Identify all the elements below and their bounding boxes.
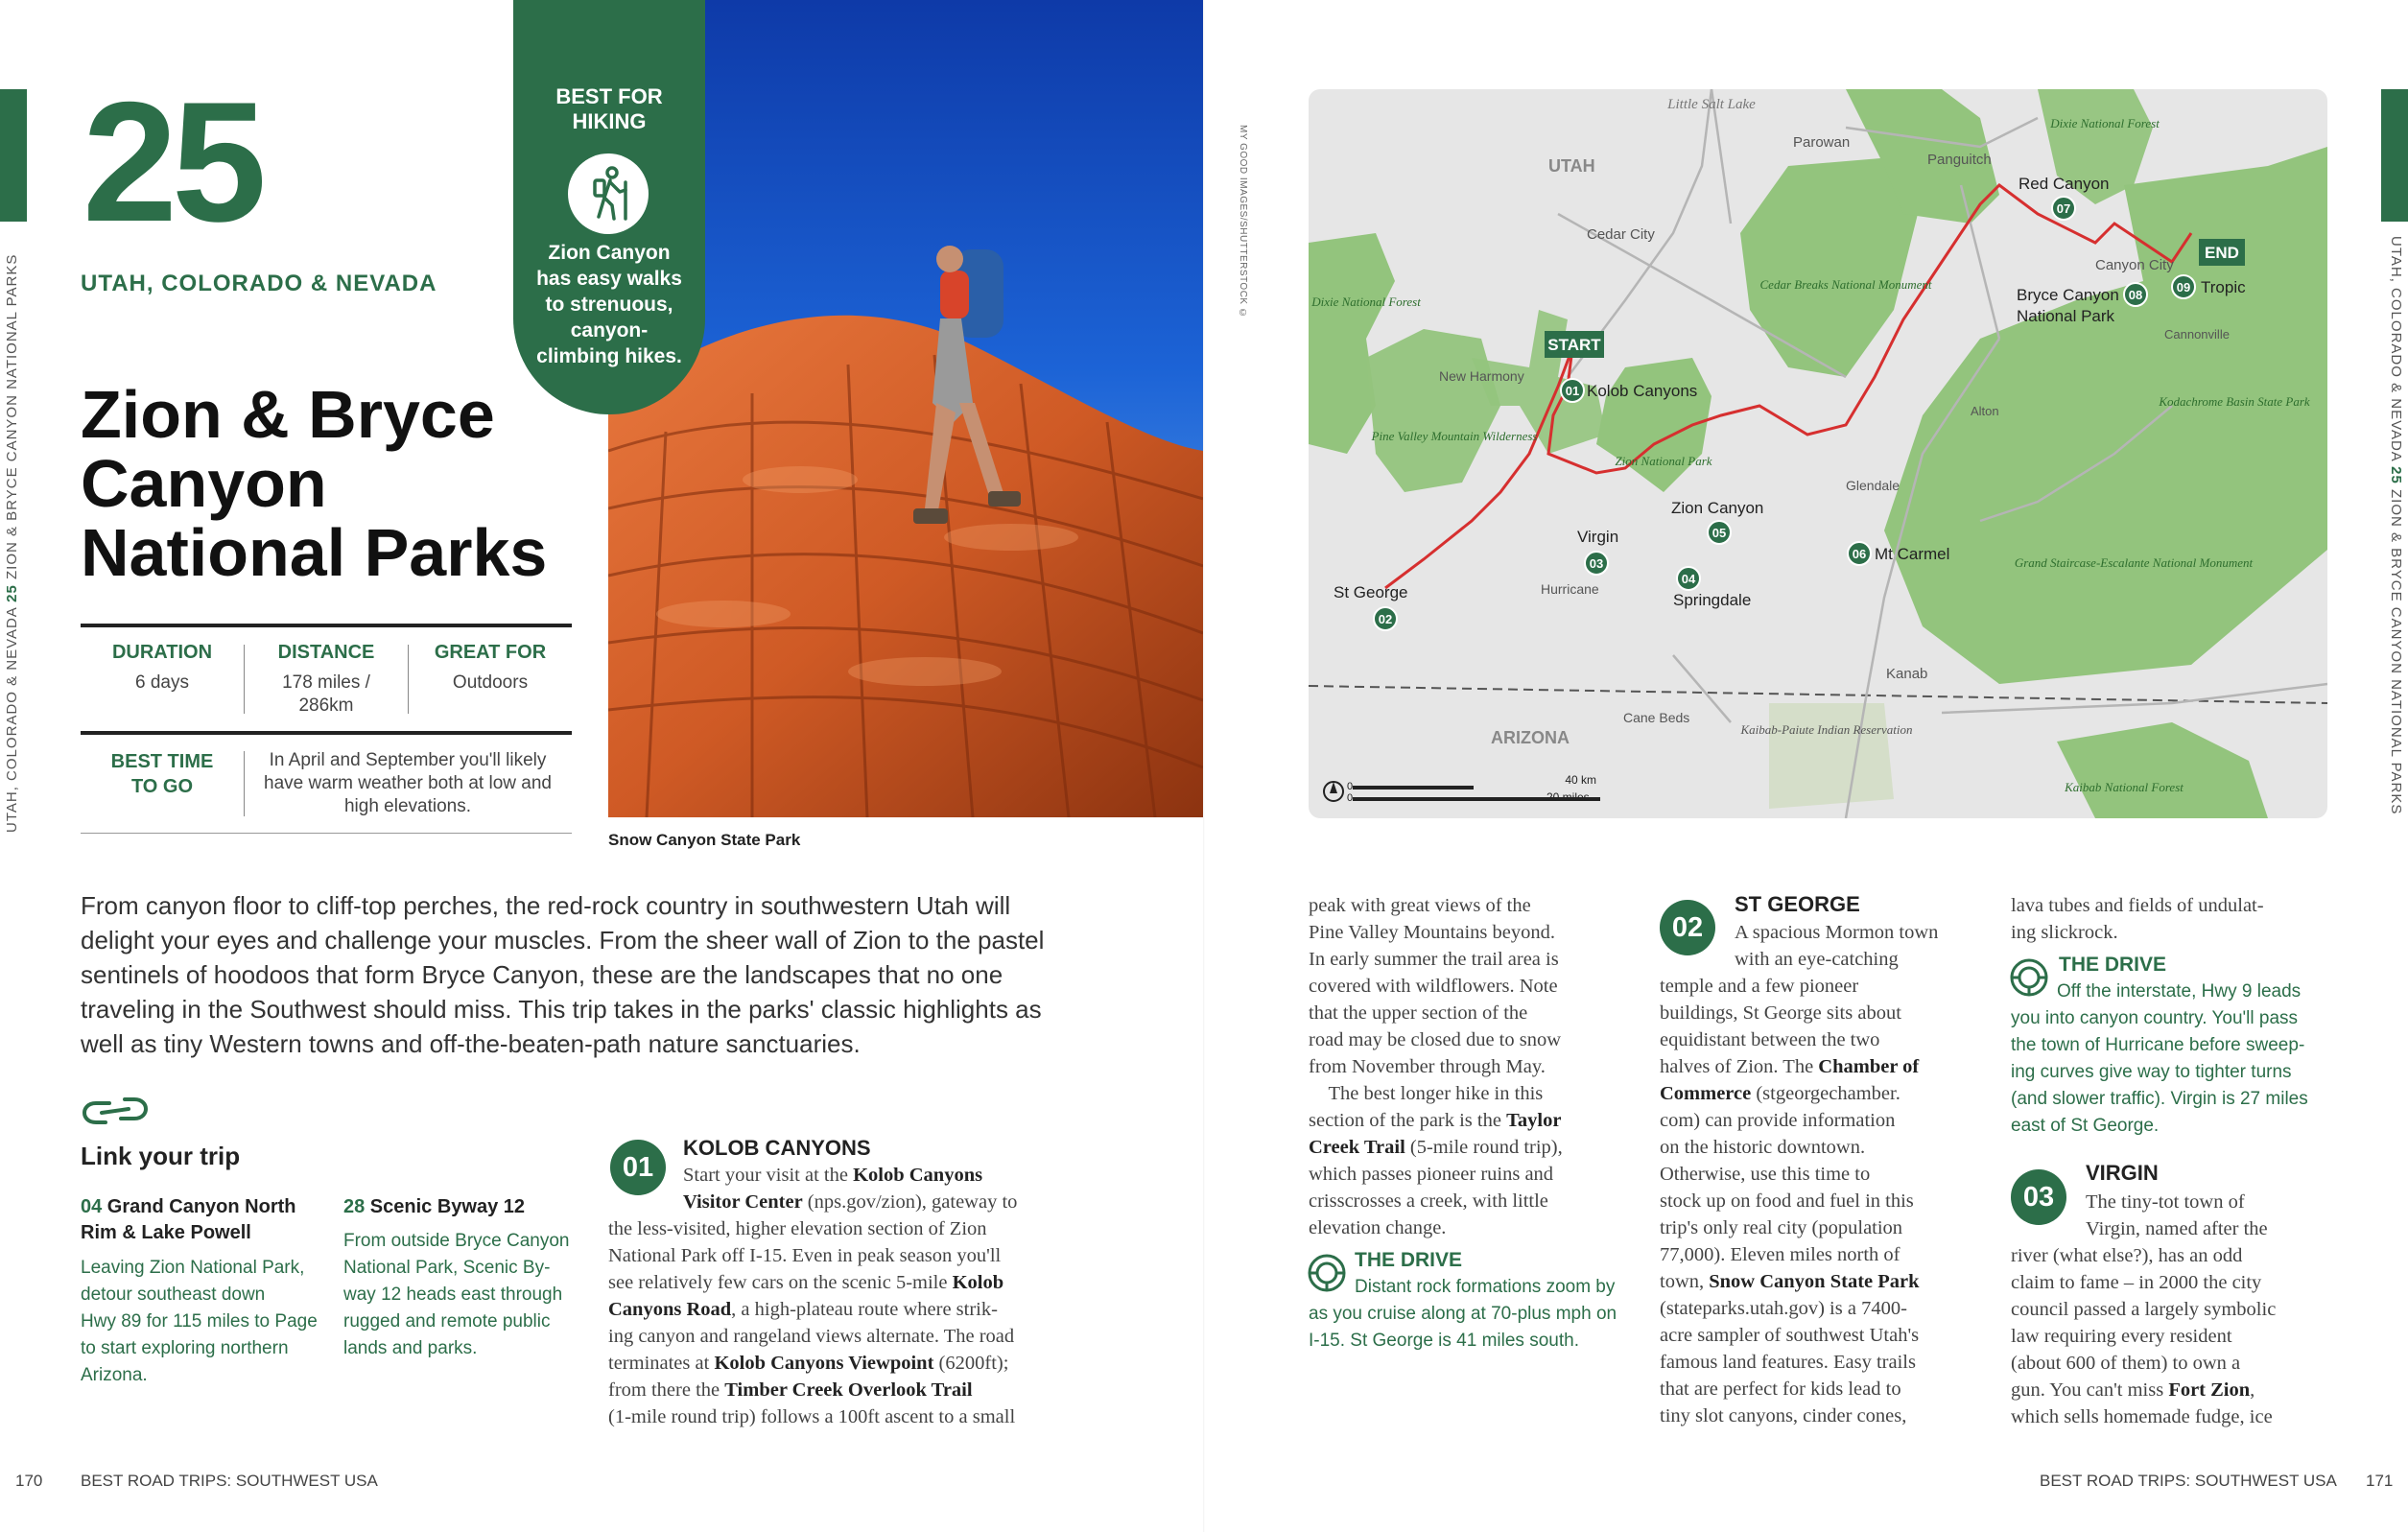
text-line: halves of Zion. The Chamber of — [1660, 1056, 1920, 1077]
text-line: Otherwise, use this time to — [1660, 1164, 1871, 1185]
page-number-right: 171 — [2366, 1472, 2394, 1490]
text-line: trip's only real city (population — [1660, 1217, 1903, 1238]
great-for-label: GREAT FOR — [434, 642, 547, 663]
text-line: 77,000). Eleven miles north of — [1660, 1244, 1900, 1265]
drive-1-body: Distant rock formations zoom by as you cruise along at 70-plus mph on I-15. St George is 41 miles south. — [1309, 1277, 1617, 1351]
map-scale-km: 40 km — [1565, 773, 1596, 787]
best-for-badge — [513, 0, 705, 414]
text-line: tiny slot canyons, cinder cones, — [1660, 1405, 1907, 1426]
text-line: which passes pioneer ruins and — [1309, 1164, 1554, 1185]
text-line: that are perfect for kids lead to — [1660, 1379, 1901, 1400]
text-line: Canyons Road, a high-plateau route where strik- — [608, 1299, 998, 1320]
text-line: In early summer the trail area is — [1309, 949, 1559, 970]
map-scale-miles: 20 miles — [1546, 790, 1590, 804]
book-title-right: BEST ROAD TRIPS: SOUTHWEST USA — [2040, 1472, 2337, 1490]
text-line: gun. You can't miss Fort Zion, — [2011, 1379, 2255, 1401]
map-stop-09[interactable]: 09 — [2176, 280, 2191, 295]
text-line: with an eye-catching — [1735, 949, 1899, 970]
chain-link-icon — [81, 1092, 150, 1135]
text-line: Commerce (stgeorgechamber. — [1660, 1083, 1900, 1104]
map-label: Kodachrome Basin State Park — [2159, 394, 2310, 409]
stats-divider — [244, 751, 245, 816]
best-time-label: BEST TIME TO GO — [110, 751, 214, 797]
map-label: Little Salt Lake — [1667, 97, 1756, 112]
text-line: stock up on food and fuel in this — [1660, 1190, 1914, 1212]
text-line: The best longer hike in this — [1309, 1083, 1544, 1104]
map-label: Cedar City — [1587, 226, 1655, 243]
region-label: UTAH, COLORADO & NEVADA — [81, 271, 437, 296]
stop-03-body — [2011, 1189, 2337, 1430]
linked-trip-04-title[interactable]: 04 Grand Canyon North Rim & Lake Powell — [81, 1196, 296, 1243]
book-title-left: BEST ROAD TRIPS: SOUTHWEST USA — [81, 1472, 378, 1490]
map-end-marker: END — [2205, 244, 2239, 262]
badge-text: Zion Canyon has easy walks to strenuous, canyon- climbing hikes. — [536, 242, 682, 367]
map-label: Springdale — [1673, 591, 1752, 609]
map-label: St George — [1334, 583, 1408, 601]
text-line: com) can provide information — [1660, 1110, 1896, 1131]
map-label: ARIZONA — [1491, 728, 1570, 747]
map-label: Kaibab-Paiute Indian Reservation — [1740, 722, 1913, 737]
text-line: ing slickrock. — [2011, 922, 2118, 943]
text-line: famous land features. Easy trails — [1660, 1352, 1916, 1373]
text-line: road may be closed due to snow — [1309, 1029, 1562, 1050]
text-line: acre sampler of southwest Utah's — [1660, 1325, 1920, 1346]
page-title: Zion & Bryce Canyon National Parks — [81, 377, 548, 590]
map-stop-07[interactable]: 07 — [2056, 201, 2071, 216]
drive-2-body: Off the interstate, Hwy 9 leads you into canyon country. You'll pass the town of Hurricane before sweep- ing curves give way to tighter turns (and slower traffic). Virgin is 27 miles east of St George. — [2011, 981, 2308, 1136]
map-stop-05[interactable]: 05 — [1712, 526, 1727, 540]
linked-trip-28-body: From outside Bryce Canyon National Park, Scenic By- way 12 heads east through rugged and remote public lands and parks. — [343, 1231, 570, 1358]
body-column-3-top — [2011, 892, 2327, 946]
distance-value-miles: 178 miles / — [282, 672, 370, 693]
stop-01-number: 01 — [610, 1140, 666, 1195]
text-line: (1-mile round trip) follows a 100ft ascent to a small — [608, 1406, 1016, 1427]
stop-03-number: 03 — [2011, 1169, 2066, 1225]
text-line: town, Snow Canyon State Park — [1660, 1271, 1920, 1292]
text-line: crisscrosses a creek, with little — [1309, 1190, 1548, 1212]
linked-trip-04-body: Leaving Zion National Park, detour southeast down Hwy 89 for 115 miles to Page to start exploring northern Arizona. — [81, 1258, 318, 1385]
map-start-marker: START — [1547, 336, 1601, 354]
map-label: Cane Beds — [1623, 710, 1690, 725]
map-label: Mt Carmel — [1875, 545, 1950, 563]
text-line: that the upper section of the — [1309, 1002, 1528, 1024]
stop-03-title: VIRGIN — [2086, 1161, 2159, 1185]
map-label: Dixie National Forest — [2050, 116, 2160, 130]
text-line: buildings, St George sits about — [1660, 1002, 1901, 1024]
text-line: Creek Trail (5-mile round trip), — [1309, 1137, 1563, 1158]
page-gutter — [1203, 0, 1205, 1532]
map-label: Grand Staircase-Escalante National Monument — [2014, 555, 2254, 570]
stop-02-body — [1660, 919, 1986, 1429]
text-line: (stateparks.utah.gov) is a 7400- — [1660, 1298, 1907, 1319]
text-line: National Park off I-15. Even in peak season you'll — [608, 1245, 1002, 1266]
linked-trip-28-title[interactable]: 28 Scenic Byway 12 — [343, 1196, 526, 1217]
map-label: Kolob Canyons — [1587, 382, 1698, 400]
map-scale-label: 0 — [1347, 792, 1354, 804]
map-label: Pine Valley Mountain Wilderness — [1371, 429, 1538, 443]
text-line: council passed a largely symbolic — [2011, 1299, 2277, 1320]
duration-value: 6 days — [135, 672, 189, 693]
great-for-value: Outdoors — [452, 672, 529, 693]
map-label: Cedar Breaks National Monument — [1759, 277, 1932, 292]
badge-title: BEST FOR HIKING — [555, 84, 663, 133]
chapter-tab-left — [0, 89, 27, 222]
sidebar-running-head-right: UTAH, COLORADO & NEVADA 25 ZION & BRYCE CANYON NATIONAL PARKS — [2388, 236, 2404, 815]
text-line: terminates at Kolob Canyons Viewpoint (6200ft); — [608, 1353, 1009, 1374]
text-line: (about 600 of them) to own a — [2011, 1353, 2241, 1374]
map-label: Cannonville — [2164, 327, 2230, 342]
map-stop-03[interactable]: 03 — [1589, 556, 1604, 571]
map-label: Virgin — [1577, 528, 1619, 546]
map-label: Zion Canyon — [1671, 499, 1764, 517]
map-stop-02[interactable]: 02 — [1378, 612, 1393, 626]
text-line: elevation change. — [1309, 1217, 1447, 1238]
map-stop-08[interactable]: 08 — [2128, 288, 2143, 302]
stats-mid-rule — [81, 731, 572, 735]
hiker-icon — [568, 153, 649, 234]
text-line: which sells homemade fudge, ice — [2011, 1406, 2273, 1427]
duration-label: DURATION — [111, 642, 213, 663]
map-label: Kaibab National Forest — [2065, 780, 2184, 794]
text-line: ing canyon and rangeland views alternate. The road — [608, 1326, 1015, 1347]
drive-2-title: THE DRIVE — [2059, 954, 2167, 976]
stats-top-rule — [81, 624, 572, 627]
chapter-tab-right — [2381, 89, 2408, 222]
map-stop-04[interactable]: 04 — [1681, 572, 1696, 586]
text-line: from there the Timber Creek Overlook Trail — [608, 1379, 973, 1401]
text-line: Pine Valley Mountains beyond. — [1309, 922, 1555, 943]
map-label: Canyon City — [2095, 257, 2174, 273]
stop-01-title: KOLOB CANYONS — [683, 1136, 871, 1160]
text-line: lava tubes and fields of undulat- — [2011, 895, 2264, 916]
map-label: Zion National Park — [1615, 454, 1712, 468]
sidebar-running-head-left: UTAH, COLORADO & NEVADA 25 ZION & BRYCE CANYON NATIONAL PARKS — [4, 253, 20, 833]
intro-paragraph: From canyon floor to cliff-top perches, the red-rock country in southwestern Utah will delight your eyes and challenge your muscles. From the sheer wall of Zion to the pastel sentinels of hoodoos that form Bryce Canyon, these are the landscapes that no one traveling in the Southwest should miss. This trip takes in the parks' classic highlights as well as tiny Western towns and off-the-beaten-path nature sanctuaries. — [81, 891, 1045, 1058]
stop-02-number: 02 — [1660, 900, 1715, 955]
text-line: covered with wildflowers. Note — [1309, 976, 1558, 997]
map-label: Dixie National Forest — [1311, 295, 1421, 309]
text-line: A spacious Mormon town — [1735, 922, 1939, 943]
text-line: Start your visit at the Kolob Canyons — [683, 1165, 983, 1186]
map-scale-label: 0 — [1347, 781, 1354, 792]
photo-credit: MY GOOD IMAGES/SHUTTERSTOCK © — [1238, 125, 1248, 319]
text-line: law requiring every resident — [2011, 1326, 2232, 1347]
map-label: Bryce Canyon — [2017, 286, 2119, 304]
stop-02-title: ST GEORGE — [1735, 892, 1860, 916]
route-map[interactable] — [1309, 89, 2327, 818]
text-line: section of the park is the Taylor — [1309, 1110, 1562, 1131]
map-label: Hurricane — [1541, 581, 1599, 597]
distance-value-km: 286km — [298, 695, 354, 716]
chapter-number: 25 — [83, 66, 261, 257]
text-line: The tiny-tot town of — [2086, 1191, 2245, 1213]
text-line: from November through May. — [1309, 1056, 1546, 1077]
map-stop-01[interactable]: 01 — [1565, 384, 1580, 398]
map-label: Panguitch — [1927, 152, 1992, 168]
text-line: peak with great views of the — [1309, 895, 1531, 916]
stop-01-body — [608, 1162, 1107, 1430]
text-line: equidistant between the two — [1660, 1029, 1880, 1050]
map-label: Glendale — [1846, 478, 1900, 493]
map-label: Red Canyon — [2018, 175, 2110, 193]
distance-label: DISTANCE — [277, 642, 375, 663]
text-line: Virgin, named after the — [2086, 1218, 2268, 1239]
text-line: river (what else?), has an odd — [2011, 1245, 2243, 1266]
text-line: the less-visited, higher elevation section of Zion — [608, 1218, 987, 1239]
text-line: claim to fame – in 2000 the city — [2011, 1272, 2262, 1293]
map-label: New Harmony — [1439, 368, 1524, 384]
link-your-trip-title: Link your trip — [81, 1142, 241, 1170]
text-line: on the historic downtown. — [1660, 1137, 1866, 1158]
map-stop-06[interactable]: 06 — [1852, 547, 1867, 561]
best-time-value: In April and September you'll likely have warm weather both at low and high elevations. — [264, 750, 552, 816]
text-line: see relatively few cars on the scenic 5-mile Kolob — [608, 1272, 1004, 1293]
map-label: Parowan — [1793, 134, 1851, 151]
stats-bottom-rule — [81, 833, 572, 834]
page-number-left: 170 — [15, 1472, 43, 1490]
photo-caption: Snow Canyon State Park — [608, 831, 801, 849]
map-label: UTAH — [1548, 156, 1595, 176]
map-label: National Park — [2017, 307, 2115, 325]
body-column-1 — [1309, 892, 1625, 1241]
map-label: Kanab — [1886, 666, 1928, 682]
map-label: Alton — [1971, 404, 1999, 418]
text-line: Visitor Center (nps.gov/zion), gateway to — [683, 1191, 1018, 1213]
text-line: temple and a few pioneer — [1660, 976, 1859, 997]
map-label: Tropic — [2201, 278, 2246, 296]
drive-1-title: THE DRIVE — [1355, 1249, 1463, 1271]
